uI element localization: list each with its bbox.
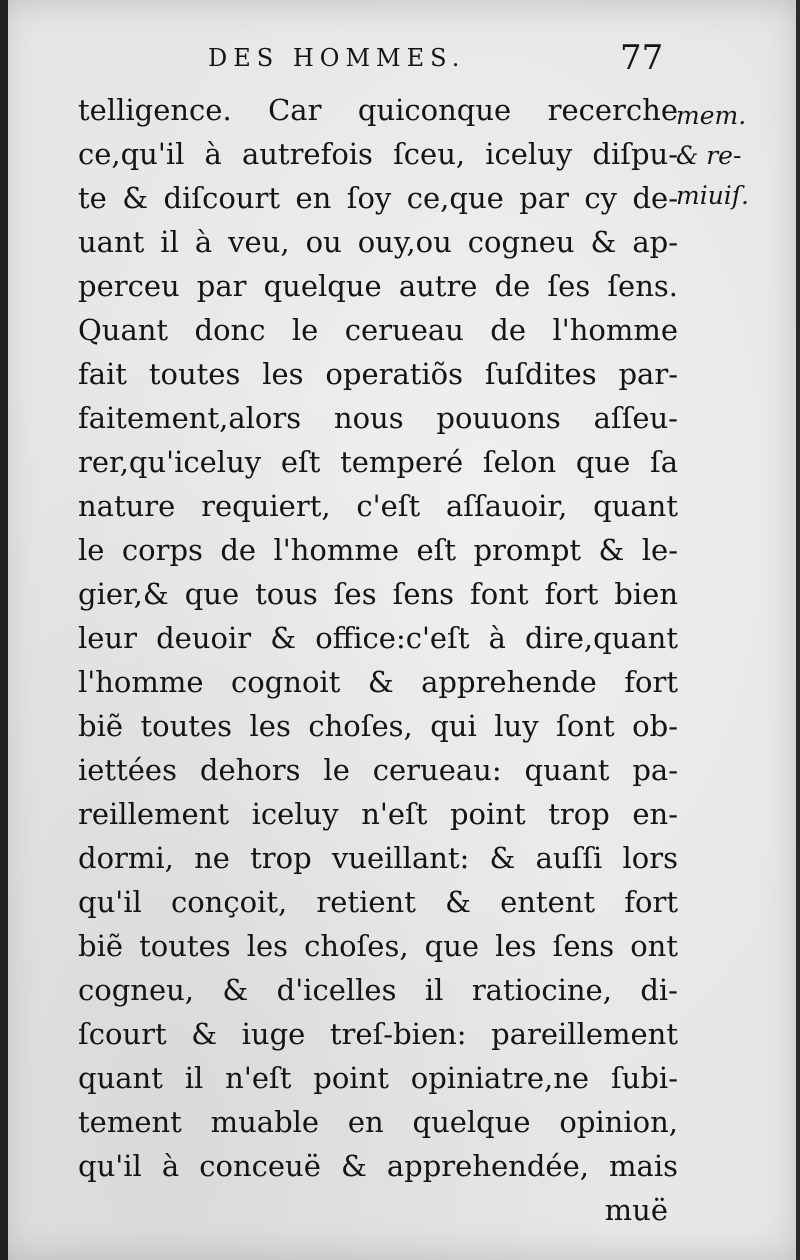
catchword: muë — [604, 1193, 668, 1227]
text-line: le corps de l'homme eſt prompt & le- — [78, 533, 678, 567]
body-text — [78, 88, 678, 1232]
text-line: dormi, ne trop vueillant: & auſſi lors — [78, 841, 678, 875]
marginal-note-line: & re- — [676, 141, 742, 170]
text-line: fait toutes les operatiõs ſuſdites par- — [78, 357, 678, 391]
marginal-note-line: miuiſ. — [676, 181, 749, 210]
page-number: 77 — [620, 38, 664, 78]
page-left-shadow — [0, 0, 8, 1260]
text-line: biẽ toutes les choſes, qui luy ſont ob- — [78, 709, 678, 743]
text-line: quant il n'eſt point opiniatre,ne ſubi- — [78, 1061, 678, 1095]
page-header — [0, 38, 800, 88]
text-line: leur deuoir & office:c'eſt à dire,quant — [78, 621, 678, 655]
text-line: cogneu, & d'icelles il ratiocine, di- — [78, 973, 678, 1007]
text-line: faitement,alors nous pouuons aſſeu- — [78, 401, 678, 435]
text-line: qu'il à conceuë & apprehendée, mais — [78, 1149, 678, 1183]
text-line: ce,qu'il à autrefois ſceu, iceluy diſpu- — [78, 137, 678, 171]
marginal-note-line: mem. — [676, 101, 747, 130]
page-right-shadow — [796, 0, 800, 1260]
text-line: biẽ toutes les choſes, que les ſens ont — [78, 929, 678, 963]
text-line: reillement iceluy n'eſt point trop en- — [78, 797, 678, 831]
text-line: nature requiert, c'eſt aſſauoir, quant — [78, 489, 678, 523]
text-line: uant il à veu, ou ouy,ou cogneu & ap- — [78, 225, 678, 259]
text-line: tement muable en quelque opinion, — [78, 1105, 678, 1139]
text-line: qu'il conçoit, retient & entent fort — [78, 885, 678, 919]
text-line: iettées dehors le cerueau: quant pa- — [78, 753, 678, 787]
running-head: DES HOMMES. — [208, 44, 466, 72]
text-line: te & diſcourt en ſoy ce,que par cy de- — [78, 181, 678, 215]
text-line: ſcourt & iuge treſ-bien: pareillement — [78, 1017, 678, 1051]
text-line: perceu par quelque autre de ſes ſens. — [78, 269, 678, 303]
text-line: l'homme cognoit & apprehende fort — [78, 665, 678, 699]
marginal-note — [676, 96, 796, 216]
text-line: rer,qu'iceluy eſt temperé ſelon que ſa — [78, 445, 678, 479]
text-line: gier,& que tous ſes ſens font fort bien — [78, 577, 678, 611]
text-line: Quant donc le cerueau de l'homme — [78, 313, 678, 347]
text-line: telligence. Car quiconque recerche — [78, 93, 678, 127]
